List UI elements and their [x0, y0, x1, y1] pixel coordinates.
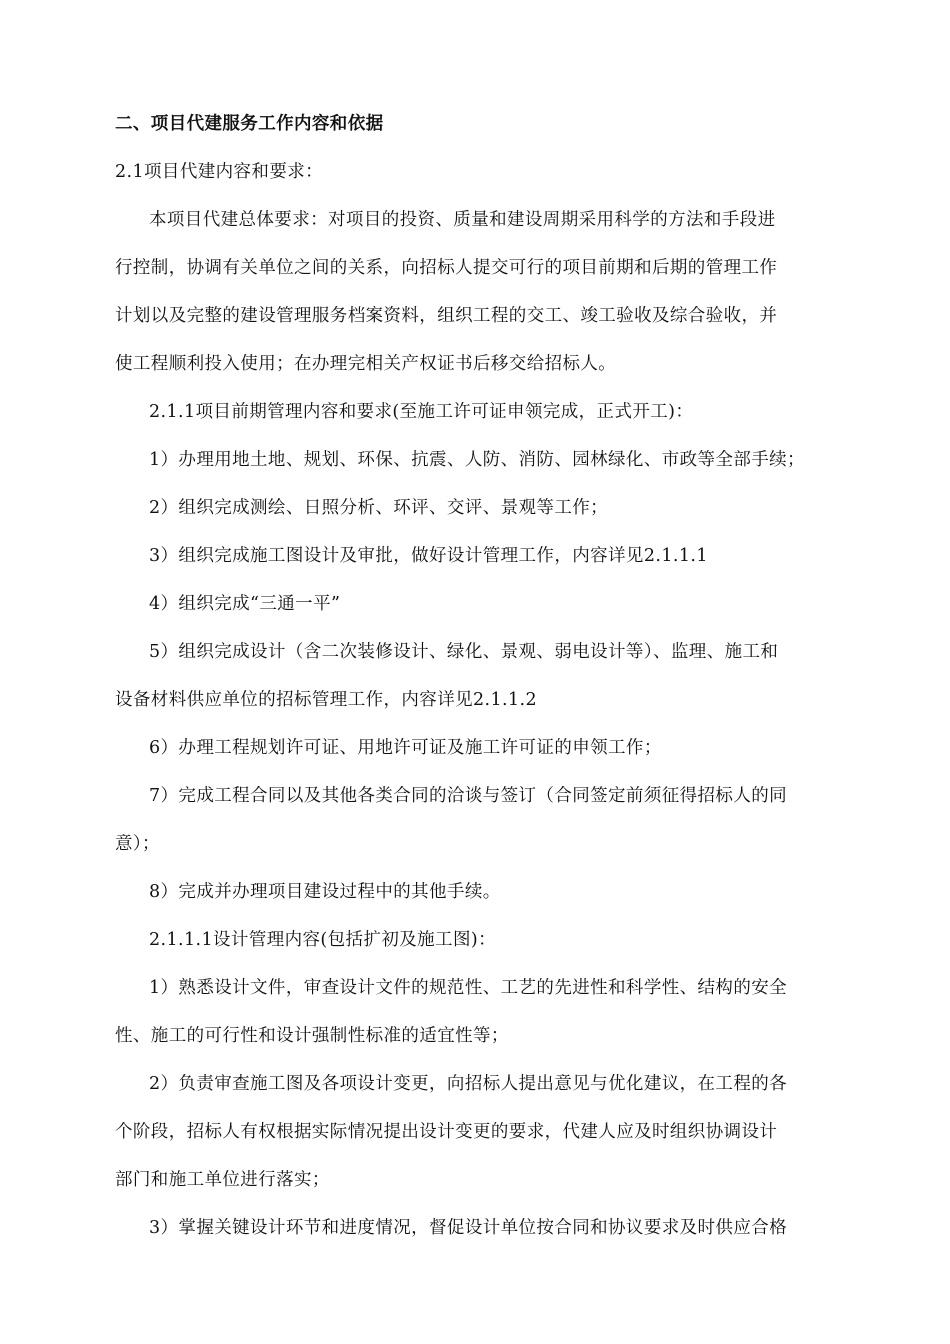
list-item: 2）组织完成测绘、日照分析、环评、交评、景观等工作；	[149, 498, 609, 518]
list-item: 4）组织完成“三通一平”	[149, 594, 341, 614]
list-item: 2）负责审查施工图及各项设计变更，向招标人提出意见与优化建议，在工程的各	[149, 1074, 788, 1094]
list-item: 5）组织完成设计（含二次装修设计、绿化、景观、弱电设计等）、监理、施工和	[149, 642, 779, 662]
list-item: 7）完成工程合同以及其他各类合同的洽谈与签订（合同签定前须征得招标人的同	[149, 786, 788, 806]
section-2-1-title: 2.1项目代建内容和要求：	[115, 162, 324, 182]
list-item: 8）完成并办理项目建设过程中的其他手续。	[149, 882, 501, 902]
list-item-continuation: 个阶段，招标人有权根据实际情况提出设计变更的要求，代建人应及时组织协调设计	[115, 1122, 778, 1142]
section-heading: 二、项目代建服务工作内容和依据	[115, 114, 384, 134]
list-item-continuation: 性、施工的可行性和设计强制性标准的适宜性等；	[115, 1026, 509, 1046]
section-2-1-1-title: 2.1.1项目前期管理内容和要求(至施工许可证申领完成，正式开工)：	[149, 402, 694, 422]
section-2-1-1-1-title: 2.1.1.1设计管理内容(包括扩初及施工图)：	[149, 930, 496, 950]
list-item-continuation: 意）；	[115, 834, 160, 854]
overall-requirement-line: 本项目代建总体要求：对项目的投资、质量和建设周期采用科学的方法和手段进	[149, 210, 776, 230]
overall-requirement-line: 计划以及完整的建设管理服务档案资料，组织工程的交工、竣工验收及综合验收，并	[115, 306, 778, 326]
list-item-continuation: 部门和施工单位进行落实；	[115, 1170, 330, 1190]
overall-requirement-line: 行控制，协调有关单位之间的关系，向招标人提交可行的项目前期和后期的管理工作	[115, 258, 778, 278]
list-item: 3）组织完成施工图设计及审批，做好设计管理工作，内容详见2.1.1.1	[149, 546, 708, 566]
list-item: 3）掌握关键设计环节和进度情况，督促设计单位按合同和协议要求及时供应合格	[149, 1218, 788, 1238]
overall-requirement-line: 使工程顺利投入使用；在办理完相关产权证书后移交给招标人。	[115, 354, 617, 374]
list-item: 1）熟悉设计文件，审查设计文件的规范性、工艺的先进性和科学性、结构的安全	[149, 978, 788, 998]
list-item: 6）办理工程规划许可证、用地许可证及施工许可证的申领工作；	[149, 738, 662, 758]
list-item: 1）办理用地土地、规划、环保、抗震、人防、消防、园林绿化、市政等全部手续；	[149, 450, 805, 470]
list-item-continuation: 设备材料供应单位的招标管理工作，内容详见2.1.1.2	[115, 690, 538, 710]
